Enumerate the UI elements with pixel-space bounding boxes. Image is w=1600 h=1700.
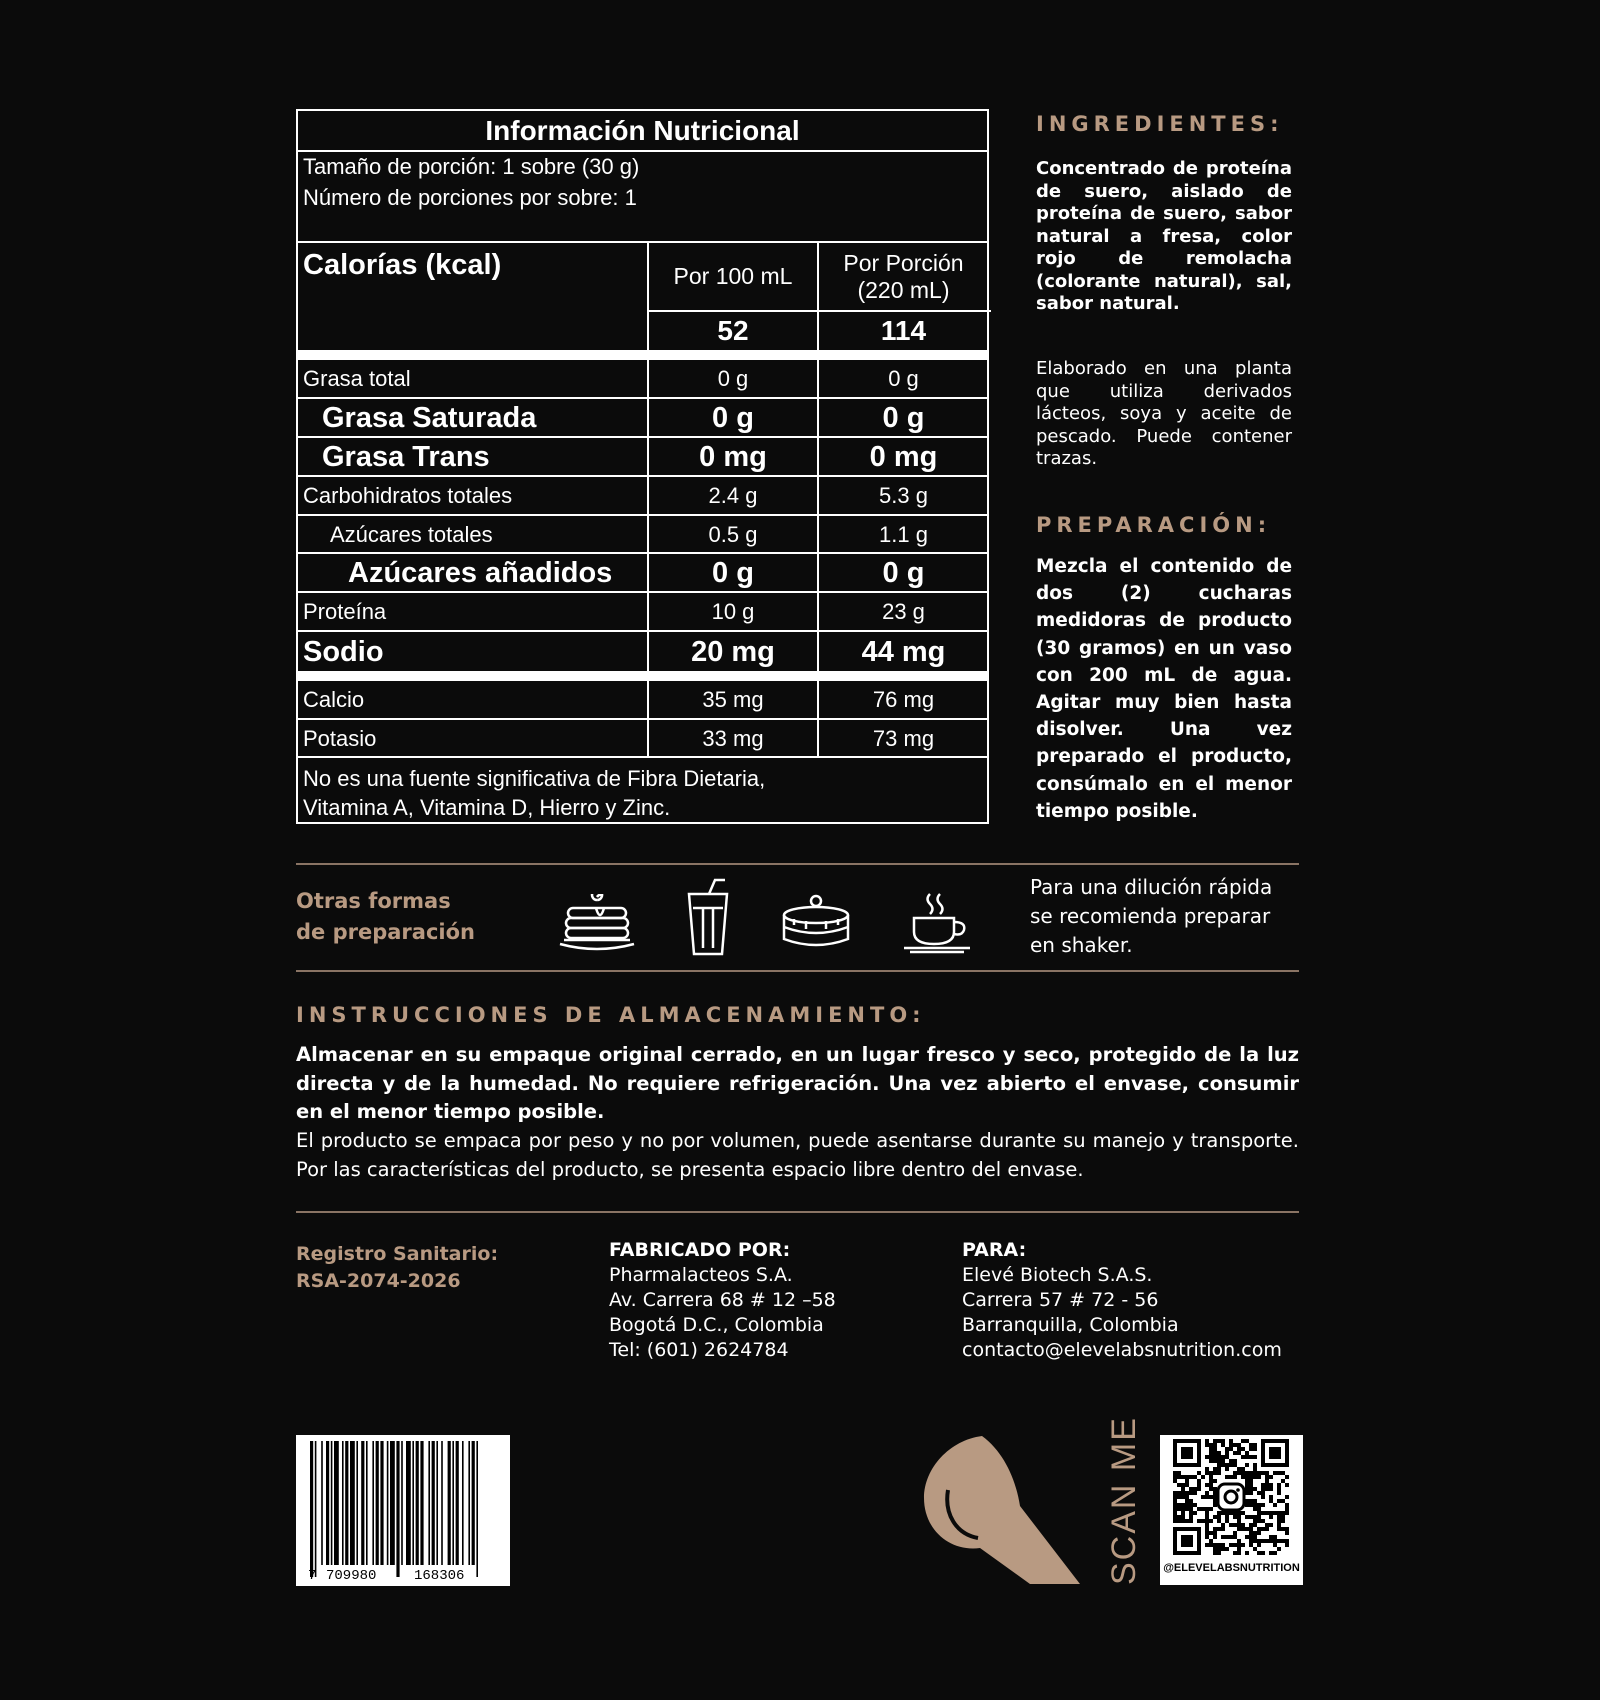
footnote-line: Vitamina A, Vitamina D, Hierro y Zinc. [303,795,671,820]
manufacturer-line: Pharmalacteos S.A. [609,1264,793,1286]
row-name: Azúcares totales [330,522,493,547]
other-forms-line: de preparación [296,920,475,944]
storage-bold-text: Almacenar en su empaque original cerrado, en un lugar fresco y seco, protegido de la luz directa y de la humedad. No requiere refrigeración. Una vez abierto el envase, consumir en el menor tiempo posible. [296,1043,1299,1123]
calories-100ml: 52 [717,315,749,346]
pancakes-icon [556,894,638,959]
row-name: Grasa total [303,366,411,391]
row-value-portion: 23 g [882,599,925,624]
preparation-text: Mezcla el contenido de dos (2) cucharas medidoras de producto (30 gramos) en un vaso con 200 mL de agua. Agitar muy bien hasta disolver. Una vez preparado el producto, consúmalo en el menor tiempo posible. [1036,556,1292,822]
manufacturer-block [609,1238,836,1363]
scan-me-label: SCAN ME [1105,1416,1143,1585]
section-divider [296,863,1299,865]
col-header-portion [818,243,989,310]
barcode-digit: 168306 [414,1568,465,1584]
row-value-portion: 0 mg [869,440,938,473]
row-value-100: 2.4 g [708,483,758,508]
manufacturer-heading: FABRICADO POR: [609,1239,791,1261]
thick-divider [298,350,987,360]
nutrition-title: Información Nutricional [298,111,987,152]
qr-handle: @ELEVELABSNUTRITION [1163,1562,1300,1574]
cake-icon [780,893,852,960]
row-name: Grasa Saturada [322,401,537,434]
registry-label: Registro Sanitario: [296,1243,499,1265]
row-name: Calcio [303,687,365,712]
shaker-note [1030,873,1272,960]
scoop-logo-icon [920,1434,1085,1589]
serving-size: Tamaño de porción: 1 sobre (30 g) [303,154,640,179]
row-value-portion: 44 mg [861,635,946,668]
ingredients-text: Concentrado de proteína de suero, aislado de proteína de suero, sabor natural a fresa, color rojo de remolacha (colorante natural), sal, sabor natural. [1036,158,1292,314]
row-name: Carbohidratos totales [303,483,513,508]
footnote-line: No es una fuente significativa de Fibra Dietaria, [303,766,766,791]
shaker-note-line: se recomienda preparar [1030,904,1271,928]
row-value-100: 33 mg [702,726,764,751]
storage-text: El producto se empaca por peso y no por volumen, puede asentarse durante su manejo y transporte. Por las características del producto, se presenta espacio libre dentro del envase. [296,1129,1299,1181]
manufacturer-line: Bogotá D.C., Colombia [609,1314,824,1336]
client-line: Carrera 57 # 72 - 56 [962,1289,1159,1311]
servings-per-pack: Número de porciones por sobre: 1 [303,185,637,210]
smoothie-glass-icon [683,878,733,963]
row-name: Sodio [303,635,384,668]
barcode-bars [296,1435,510,1586]
row-value-portion: 0 g [882,556,925,589]
registry [296,1241,498,1295]
client-heading: PARA: [962,1239,1027,1261]
registry-code: RSA-2074-2026 [296,1270,461,1292]
row-name: Potasio [303,726,377,751]
row-value-100: 20 mg [691,635,775,668]
row-name: Azúcares añadidos [348,556,613,589]
row-value-100: 35 mg [702,687,764,712]
client-line: Barranquilla, Colombia [962,1314,1179,1336]
nutrition-footnote [303,764,765,822]
qr-code[interactable] [1160,1435,1303,1585]
row-value-portion: 1.1 g [879,522,928,547]
section-divider [296,970,1299,972]
row-value-100: 0 g [717,366,749,391]
client-block [962,1238,1282,1363]
nutrition-table [296,109,989,824]
row-value-100: 10 g [711,599,755,624]
manufacturer-line: Tel: (601) 2624784 [609,1339,789,1361]
manufacturer-line: Av. Carrera 68 # 12 –58 [609,1289,836,1311]
client-line: Elevé Biotech S.A.S. [962,1264,1153,1286]
barcode-digit: 7 [308,1568,317,1584]
row-value-portion: 76 mg [872,687,935,712]
col-header-portion-line1: Por Porción [843,249,964,276]
calories-portion: 114 [880,315,927,346]
row-name: Grasa Trans [322,440,490,473]
other-forms-line: Otras formas [296,889,451,913]
storage-heading: INSTRUCCIONES DE ALMACENAMIENTO: [296,1003,926,1027]
qr-pattern [1160,1435,1303,1559]
coffee-cup-icon [900,890,976,961]
col-header-100ml: Por 100 mL [673,263,793,289]
thick-divider [298,671,987,681]
row-value-portion: 5.3 g [879,483,928,508]
calories-label: Calorías (kcal) [303,248,502,281]
row-value-100: 0 g [712,401,754,434]
other-forms-label [296,886,475,948]
col-header-portion-line2: (220 mL) [857,276,950,303]
row-name: Proteína [303,599,387,624]
row-value-100: 0.5 g [708,522,758,547]
row-value-portion: 0 g [888,366,919,391]
ingredients-heading: INGREDIENTES: [1036,112,1284,136]
shaker-note-line: en shaker. [1030,933,1133,957]
row-value-100: 0 g [712,556,754,589]
row-value-portion: 73 mg [872,726,935,751]
allergen-text: Elaborado en una planta que utiliza derivados lácteos, soya y aceite de pescado. Puede contener trazas. [1036,358,1292,469]
barcode [296,1435,510,1586]
row-value-100: 0 mg [699,440,767,473]
preparation-heading: PREPARACIÓN: [1036,513,1272,537]
barcode-digit: 709980 [326,1568,377,1584]
shaker-note-line: Para una dilución rápida [1030,875,1273,899]
section-divider [296,1211,1299,1213]
client-email: contacto@elevelabsnutrition.com [962,1339,1282,1361]
row-value-portion: 0 g [882,401,925,434]
